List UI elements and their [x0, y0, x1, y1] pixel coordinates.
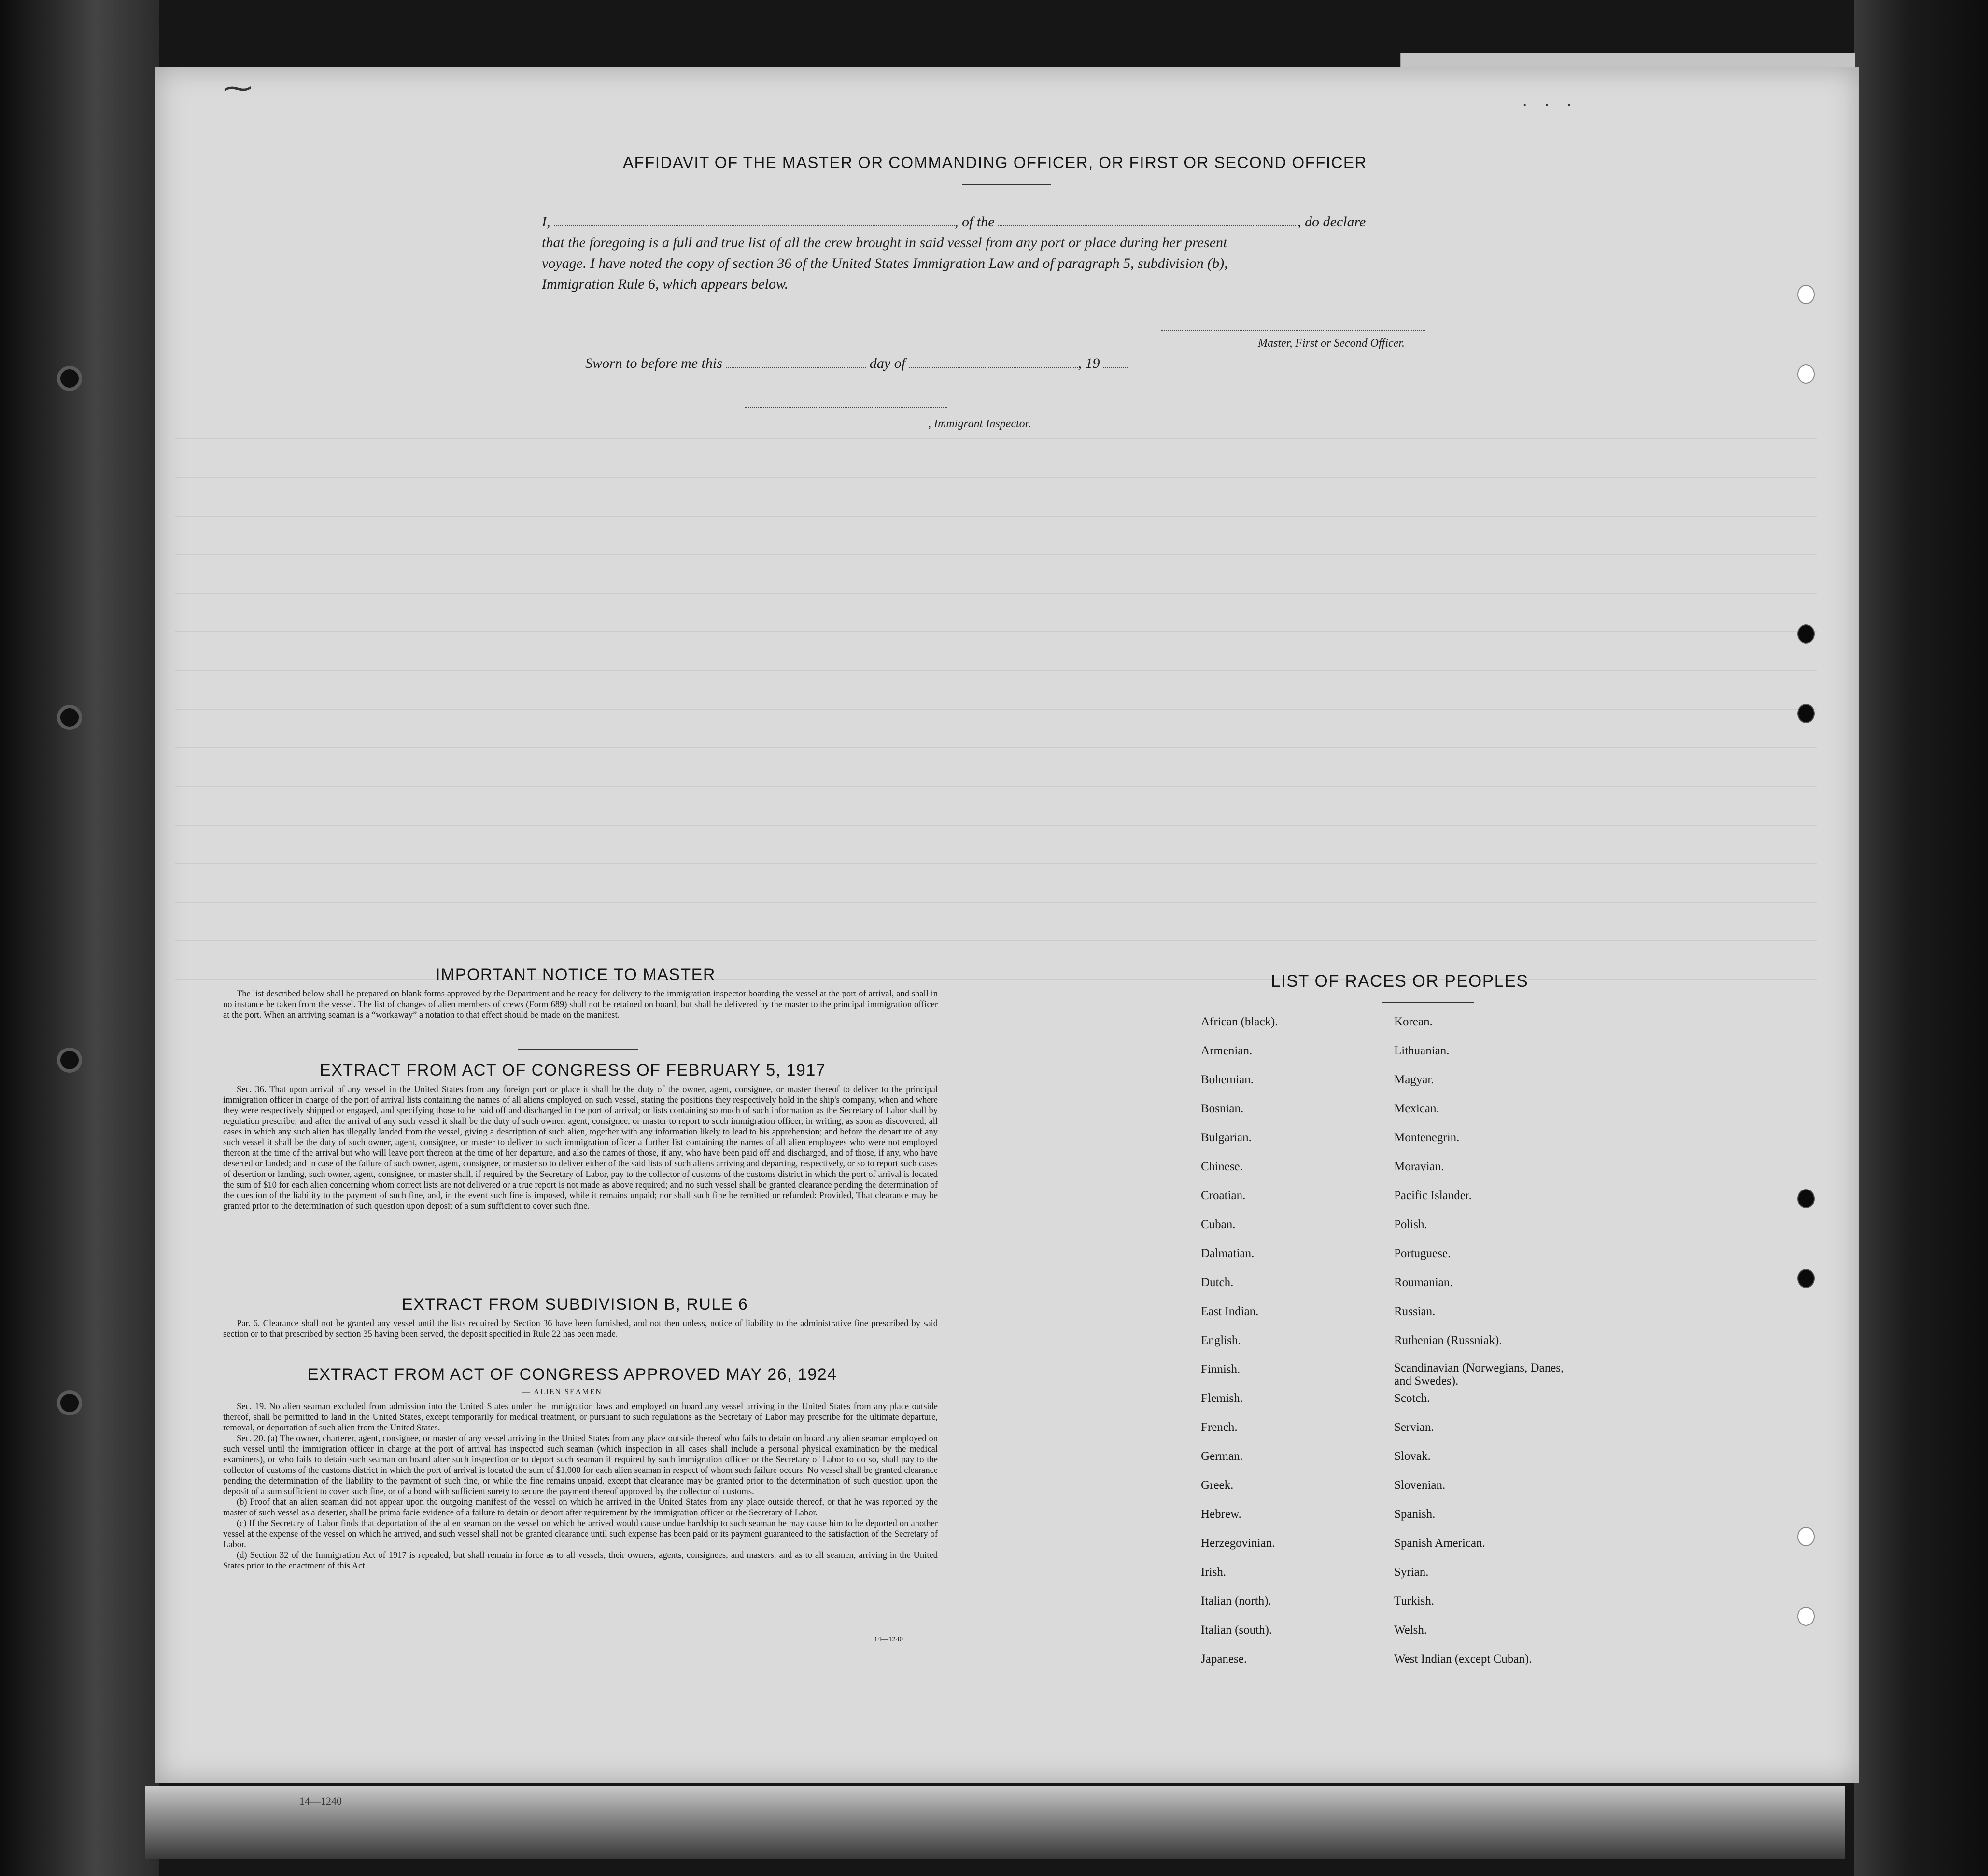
race-item: Russian. [1394, 1305, 1436, 1318]
punch-hole [1797, 704, 1815, 723]
punch-hole [1797, 364, 1815, 384]
race-item: Slovenian. [1394, 1479, 1446, 1492]
race-item: Irish. [1201, 1566, 1227, 1579]
binder-ring-hole [57, 1390, 82, 1415]
race-item: German. [1201, 1450, 1243, 1463]
notice-title: IMPORTANT NOTICE TO MASTER [436, 966, 716, 984]
master-signature-line[interactable] [1161, 330, 1425, 331]
race-item: Hebrew. [1201, 1508, 1241, 1521]
race-item: Syrian. [1394, 1566, 1429, 1579]
bleed-through-row [175, 593, 1817, 594]
race-item: East Indian. [1201, 1305, 1259, 1318]
race-item: Bulgarian. [1201, 1131, 1252, 1144]
bleed-through-row [175, 902, 1817, 903]
punch-hole [1797, 1527, 1815, 1546]
punch-hole [1797, 624, 1815, 644]
extract-1924-sec20c: (c) If the Secretary of Labor finds that deportation of the alien seaman on the vessel on which he arrived would cause undue hardship to such seaman he may cause him to be deported on another vessel at the expense of the vessel on which he arrived, and such vessel shall not be granted clearance until such expense has been paid or its payment guaranteed to the satisfaction of the Secretary of Labor. [223, 1519, 938, 1550]
bleed-through-row [175, 709, 1817, 710]
race-item: Greek. [1201, 1479, 1234, 1492]
affidavit-i: I, [542, 214, 550, 230]
race-item: Scandinavian (Norwegians, Danes, and Swedes). [1394, 1361, 1564, 1387]
affidavit-declare: , do declare [1297, 214, 1366, 230]
race-item: Armenian. [1201, 1044, 1253, 1057]
extract-1924-sec20d: (d) Section 32 of the Immigration Act of 1917 is repealed, but shall remain in force as to all vessels, their owners, agents, consignees, and masters, and as to all seamen, arriving in the United States prior to the enactment of this Act. [223, 1551, 938, 1571]
punch-hole [1797, 1269, 1815, 1288]
extract-1917-text: Sec. 36. That upon arrival of any vessel in the United States from any foreign port or place it shall be the duty of the owner, agent, consignee, or master thereof to deliver to the principal immigration officer in charge of the port of arrival lists containing the names of all aliens employed on such vessel, stating the positions they respectively hold in the ship's company, when and where they were respectively shipped or engaged, and specifying those to be paid off and discharged in the port of arrival; or lists containing so much of such information as the Secretary of Labor shall by regulation prescribe; and after the arrival of any such vessel it shall be the duty of such owner, agent, consignee, or master to report to such immigration officer, in writing, as soon as discovered, all cases in which any such alien has illegally landed from the vessel, giving a description of such alien, together with any information likely to lead to his apprehension; and before the departure of any such vessel it shall be the duty of such owner, agent, consignee, or master to deliver to such immigration officer a further list containing the names of all alien employees who were not employed thereon at the time of the arrival but who will leave port thereon at the time of her departure, and also the names of those, if any, who have been paid off and discharged, and of those, if any, who have deserted or landed; and in case of the failure of such owner, agent, consignee, or master so to deliver either of the said lists of such aliens arriving and departing, respectively, or so to report such cases of desertion or landing, such owner, agent, consignee, or master shall, if required by the Secretary of Labor, pay to the collector of customs of the customs district in which the port of arrival is located the sum of $10 for each alien concerning whom correct lists are not delivered or a true report is not made as above required; and no such vessel shall be granted clearance pending the determination of the question of the liability to the payment of such fine, and, in the event such fine is imposed, while it remains unpaid; nor shall such fine be remitted or refunded: Provided, That clearance may be granted prior to the determination of such question upon deposit of a sum sufficient to cover such fine. [223, 1085, 938, 1211]
race-item: Polish. [1394, 1218, 1427, 1231]
binder-ring-hole [57, 705, 82, 730]
extract-rule6-text: Par. 6. Clearance shall not be granted any vessel until the lists required by Section 36 have been furnished, and not then unless, notice of liability to the administrative fine prescribed by said section or to that prescribed by section 35 having been served, the deposit specified in Rule 22 has been made. [223, 1319, 938, 1339]
bleed-through-row [175, 825, 1817, 826]
punch-hole [1797, 285, 1815, 304]
sworn-year-field[interactable] [1103, 367, 1128, 368]
race-item: Herzegovinian. [1201, 1537, 1275, 1550]
extract-1924-subtitle: — ALIEN SEAMEN [522, 1388, 602, 1396]
sworn-prefix: Sworn to before me this [585, 355, 722, 371]
race-item: Chinese. [1201, 1160, 1243, 1173]
affidavit-declarant-line [542, 214, 1366, 230]
extract-rule6-title: EXTRACT FROM SUBDIVISION B, RULE 6 [402, 1295, 748, 1314]
affidavit-title-rule [962, 184, 1051, 185]
affidavit-text-line-3: voyage. I have noted the copy of section 36 of the United States Immigration Law and of paragraph 5, subdivision (b), [542, 255, 1228, 271]
race-item: Roumanian. [1394, 1276, 1453, 1289]
form-number: 14—1240 [874, 1636, 903, 1643]
race-item: Montenegrin. [1394, 1131, 1460, 1144]
vessel-name-field[interactable] [998, 225, 1297, 226]
race-item: Mexican. [1394, 1102, 1439, 1115]
race-item: English. [1201, 1334, 1241, 1347]
bleed-through-row [175, 477, 1817, 478]
race-item: Dutch. [1201, 1276, 1234, 1289]
extract-1924-sec20b: (b) Proof that an alien seaman did not appear upon the outgoing manifest of the vessel on which he arrived in the United States from any place outside thereof, or that he was reported by the master of such vessel as a deserter, shall be prima facie evidence of a failure to detain or deport after requirement by the immigration officer or the Secretary of Labor. [223, 1498, 938, 1518]
extract-1917-block [223, 1084, 938, 1212]
bleed-through-row [175, 786, 1817, 787]
notice-text: The list described below shall be prepared on blank forms approved by the Department and be ready for delivery to the immigration inspector boarding the vessel at the port of arrival, and shall in no instance be taken from the vessel. The list of changes of alien members of crews (Form 689) shall not be retained on board, but shall be delivered by the master to the principal immigration officer at the port. When an arriving seaman is a “workaway” a notation to that effect should be made on the manifest. [223, 989, 938, 1020]
page-edge-form-number: 14—1240 [299, 1795, 342, 1807]
race-item: Flemish. [1201, 1392, 1243, 1405]
affidavit-of-the: , of the [955, 214, 995, 230]
race-item: French. [1201, 1421, 1238, 1434]
sworn-line [585, 355, 1128, 372]
binder-left-edge [0, 0, 159, 1876]
pencil-mark: · · · [1522, 96, 1572, 115]
sworn-year-label: , 19 [1078, 355, 1100, 371]
binder-right-edge [1854, 0, 1988, 1876]
race-item: Turkish. [1394, 1595, 1435, 1608]
affidavit-text-line-4: Immigration Rule 6, which appears below. [542, 276, 789, 292]
binder-ring-hole [57, 1048, 82, 1073]
punch-hole [1797, 1607, 1815, 1626]
race-item: Portuguese. [1394, 1247, 1451, 1260]
races-title-rule [1382, 1002, 1474, 1003]
bleed-through-row [175, 631, 1817, 632]
affidavit-text-line-2: that the foregoing is a full and true list of all the crew brought in said vessel from any port or place during her present [542, 235, 1227, 251]
extract-1924-title: EXTRACT FROM ACT OF CONGRESS APPROVED MAY 26, 1924 [308, 1365, 837, 1384]
extract-1924-sec19: Sec. 19. No alien seaman excluded from admission into the United States under the immigration laws and employed on board any vessel arriving in the United States from any place outside thereof, shall be permitted to land in the United States, except temporarily for medical treatment, or pursuant to such regulations as the Secretary of Labor may prescribe for the ultimate departure, removal, or deportation of such alien from the United States. [223, 1402, 938, 1433]
bleed-through-row [175, 516, 1817, 517]
pencil-mark: ⁓ [223, 71, 252, 105]
race-item: Finnish. [1201, 1363, 1241, 1376]
affidavit-title: AFFIDAVIT OF THE MASTER OR COMMANDING OFFICER, OR FIRST OR SECOND OFFICER [623, 154, 1367, 171]
race-item: Welsh. [1394, 1624, 1427, 1637]
bleed-through-row [175, 747, 1817, 748]
inspector-signature-line[interactable] [745, 407, 947, 408]
manifest-back-page [155, 67, 1859, 1783]
bleed-through-row [175, 979, 1817, 980]
race-item: Servian. [1394, 1421, 1434, 1434]
race-item: Italian (north). [1201, 1595, 1271, 1608]
inspector-caption: , Immigrant Inspector. [928, 418, 1031, 430]
race-item: Scotch. [1394, 1392, 1430, 1405]
race-item: Magyar. [1394, 1073, 1434, 1086]
bleed-through-row [175, 940, 1817, 941]
race-item: African (black). [1201, 1015, 1278, 1028]
notice-rule [518, 1049, 638, 1050]
race-item: Lithuanian. [1394, 1044, 1450, 1057]
race-item: Italian (south). [1201, 1624, 1272, 1637]
extract-rule6-block [223, 1318, 938, 1340]
bleed-through-row [175, 863, 1817, 864]
extract-1917-title: EXTRACT FROM ACT OF CONGRESS OF FEBRUARY 5, 1917 [320, 1061, 826, 1079]
races-title: LIST OF RACES OR PEOPLES [1271, 972, 1529, 991]
sworn-month-field[interactable] [909, 367, 1078, 368]
race-item: Dalmatian. [1201, 1247, 1255, 1260]
punch-hole [1797, 1189, 1815, 1208]
race-item: Korean. [1394, 1015, 1433, 1028]
notice-text-block [223, 989, 938, 1021]
race-item: Spanish American. [1394, 1537, 1485, 1550]
race-item: Cuban. [1201, 1218, 1236, 1231]
sworn-day-label: day of [869, 355, 906, 371]
bleed-through-row [175, 438, 1817, 439]
race-item: Spanish. [1394, 1508, 1436, 1521]
race-item: Japanese. [1201, 1652, 1247, 1666]
bleed-through-row [175, 554, 1817, 555]
extract-1924-block [223, 1401, 938, 1571]
alien-seamen-label: ALIEN SEAMEN [534, 1388, 602, 1396]
race-item: Moravian. [1394, 1160, 1444, 1173]
extract-1924-sec20a: Sec. 20. (a) The owner, charterer, agent, consignee, or master of any vessel arriving in the United States from any place outside thereof who fails to detain on board any alien seaman employed on such vessel until the immigration officer in charge at the port of arrival has inspected such seaman (which inspection in all cases shall include a personal physical examination by the medical examiners), or who fails to detain such seaman on board after such inspection or to deport such seaman if required by such immigration officer or the Secretary of Labor to do so, shall pay to the collector of customs of the customs district in which the port of arrival is located the sum of $1,000 for each alien seaman in respect of whom such failure occurs. No vessel shall be granted clearance pending the determination of the liability to the payment of such fine, or while the fine remains unpaid, except that clearance may be granted prior to the determination of such question upon the deposit of a sum sufficient to cover such fine, or of a bond with sufficient surety to secure the payment thereof approved by the collector of customs. [223, 1434, 938, 1497]
race-item: Ruthenian (Russniak). [1394, 1334, 1502, 1347]
race-item: Pacific Islander. [1394, 1189, 1472, 1202]
bleed-through-row [175, 670, 1817, 671]
sworn-day-field[interactable] [726, 367, 866, 368]
race-item: Croatian. [1201, 1189, 1246, 1202]
page-stack-edge [145, 1786, 1845, 1859]
declarant-name-field[interactable] [554, 225, 955, 226]
binder-ring-hole [57, 366, 82, 391]
race-item: Bohemian. [1201, 1073, 1254, 1086]
race-item: West Indian (except Cuban). [1394, 1652, 1532, 1666]
race-item: Slovak. [1394, 1450, 1431, 1463]
race-item: Bosnian. [1201, 1102, 1244, 1115]
master-signature-caption: Master, First or Second Officer. [1258, 337, 1405, 350]
